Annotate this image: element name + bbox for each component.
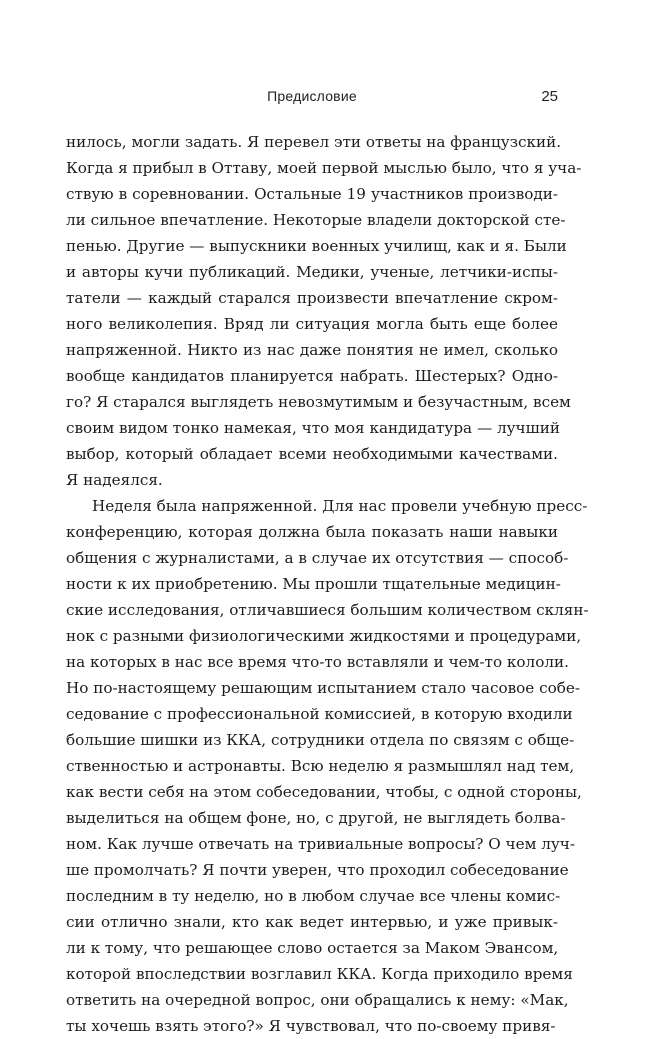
text-line: которой впоследствии возглавил ККА. Когда приходило время <box>66 965 573 983</box>
text-line: ские исследования, отличавшиеся большим количеством склян- <box>66 601 589 619</box>
text-line: выделиться на общем фоне, но, с другой, не выглядеть болва- <box>66 809 566 827</box>
text-line: Я надеялся. <box>66 471 163 489</box>
text-line: выбор, который обладает всеми необходимыми качествами. <box>66 445 558 463</box>
text-line: ше промолчать? Я почти уверен, что проходил собеседование <box>66 861 569 879</box>
text-line: на которых в нас все время что-то вставляли и чем-то кололи. <box>66 653 569 671</box>
body-text <box>66 129 589 1039</box>
page-number: 25 <box>541 88 558 105</box>
text-line: Когда я прибыл в Оттаву, моей первой мыслью было, что я уча- <box>66 159 582 177</box>
text-line: татели — каждый старался произвести впечатление скром- <box>66 289 558 307</box>
text-line: ном. Как лучше отвечать на тривиальные вопросы? О чем луч- <box>66 835 575 853</box>
text-line: нилось, могли задать. Я перевел эти ответы на французский. <box>66 133 562 151</box>
text-line: нок с разными физиологическими жидкостями и процедурами, <box>66 627 582 645</box>
text-line: Неделя была напряженной. Для нас провели учебную пресс- <box>92 497 588 515</box>
text-line: вообще кандидатов планируется набрать. Шестерых? Одно- <box>66 367 558 385</box>
text-line: ли сильное впечатление. Некоторые владели докторской сте- <box>66 211 566 229</box>
text-line: ственностью и астронавты. Всю неделю я размышлял над тем, <box>66 757 575 775</box>
text-line: напряженной. Никто из нас даже понятия не имел, сколько <box>66 341 558 359</box>
text-line: последним в ту неделю, но в любом случае все члены комис- <box>66 887 561 905</box>
paragraph <box>66 129 582 493</box>
text-line: ного великолепия. Вряд ли ситуация могла быть еще более <box>66 315 558 333</box>
text-line: большие шишки из ККА, сотрудники отдела по связям с обще- <box>66 731 575 749</box>
text-line: ты хочешь взять этого?» Я чувствовал, что по-своему привя- <box>66 1017 556 1035</box>
text-line: Но по-настоящему решающим испытанием стало часовое собе- <box>66 679 581 697</box>
text-line: го? Я старался выглядеть невозмутимым и безучастным, всем <box>66 393 571 411</box>
text-line: конференцию, которая должна была показать наши навыки <box>66 523 558 541</box>
text-line: седование с профессиональной комиссией, в которую входили <box>66 705 573 723</box>
text-line: ствую в соревновании. Остальные 19 участников производи- <box>66 185 558 203</box>
text-line: и авторы кучи публикаций. Медики, ученые, летчики-испы- <box>66 263 558 281</box>
text-line: ности к их приобретению. Мы прошли тщательные медицин- <box>66 575 561 593</box>
running-title: Предисловие <box>267 88 357 104</box>
text-line: ответить на очередной вопрос, они обращались к нему: «Мак, <box>66 991 569 1009</box>
text-line: своим видом тонко намекая, что моя кандидатура — лучший <box>66 419 560 437</box>
text-line: пенью. Другие — выпускники военных училищ, как и я. Были <box>66 237 567 255</box>
running-head <box>66 88 558 108</box>
text-line: ли к тому, что решающее слово остается за Маком Эвансом, <box>66 939 559 957</box>
text-line: сии отлично знали, кто как ведет интервью, и уже привык- <box>66 913 558 931</box>
text-line: общения с журналистами, а в случае их отсутствия — способ- <box>66 549 569 567</box>
paragraph <box>66 493 589 1039</box>
text-line: как вести себя на этом собеседовании, чтобы, с одной стороны, <box>66 783 582 801</box>
